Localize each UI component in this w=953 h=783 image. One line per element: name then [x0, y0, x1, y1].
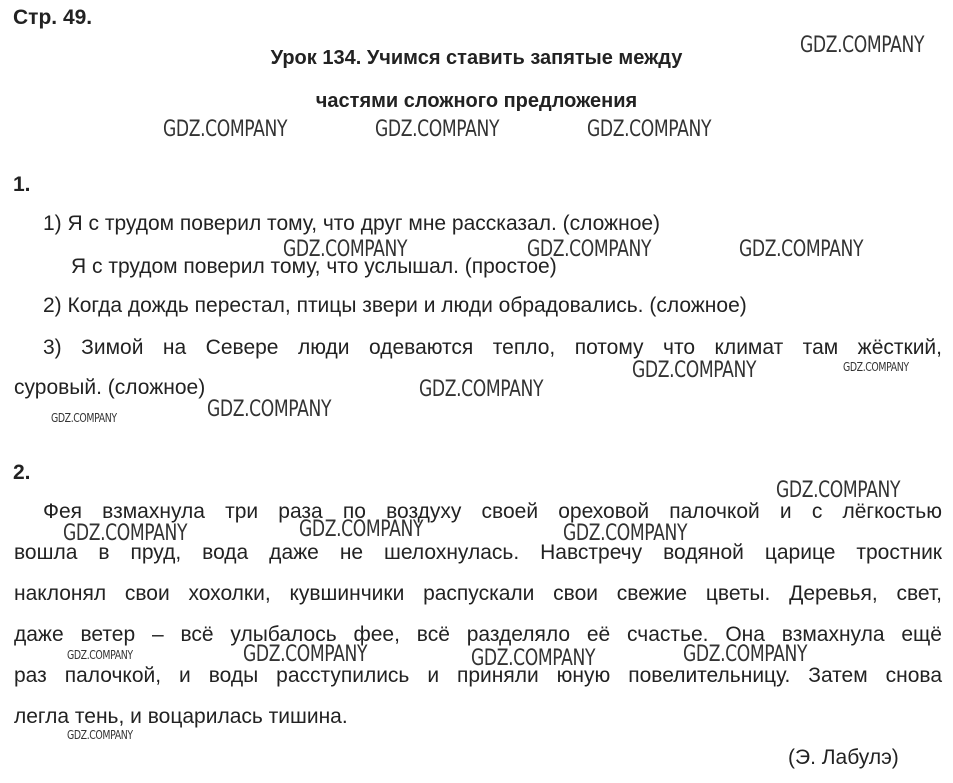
- watermark: GDZ.COMPANY: [776, 478, 901, 503]
- watermark: GDZ.COMPANY: [163, 117, 288, 142]
- watermark: GDZ.COMPANY: [739, 237, 864, 262]
- lesson-title-line-1: Урок 134. Учимся ставить запятые между: [270, 47, 683, 69]
- task-2-number: 2.: [13, 461, 31, 484]
- page-number: Стр. 49.: [13, 6, 93, 29]
- watermark: GDZ.COMPANY: [67, 648, 133, 662]
- watermark: GDZ.COMPANY: [63, 521, 188, 546]
- watermark: GDZ.COMPANY: [800, 33, 925, 58]
- task-1-line-1: 1) Я с трудом поверил тому, что друг мне рассказал. (сложное): [43, 212, 661, 235]
- watermark: GDZ.COMPANY: [375, 117, 500, 142]
- watermark: GDZ.COMPANY: [587, 117, 712, 142]
- task-2-line-4: даже ветер – всё улыбалось фее, всё разделяло её счастье. Она взмахнула ещё: [14, 623, 942, 646]
- task-1-number: 1.: [13, 173, 31, 196]
- task-2-line-5: раз палочкой, и воды расступились и приняли юную повелительницу. Затем снова: [14, 664, 942, 687]
- task-2-line-2: вошла в пруд, вода даже не шелохнулась. Навстречу водяной царице тростник: [14, 541, 942, 564]
- watermark: GDZ.COMPANY: [527, 237, 652, 262]
- task-2-line-6: легла тень, и воцарилась тишина.: [14, 705, 348, 728]
- watermark: GDZ.COMPANY: [299, 517, 424, 542]
- task-2-line-3: наклонял свои хохолки, кувшинчики распускали свои свежие цветы. Деревья, свет,: [14, 582, 942, 605]
- task-1-line-3: 2) Когда дождь перестал, птицы звери и люди обрадовались. (сложное): [43, 294, 747, 317]
- lesson-title-line-2: частями сложного предложения: [315, 90, 638, 112]
- task-2-line-1: Фея взмахнула три раза по воздуху своей ореховой палочкой и с лёгкостью: [43, 500, 942, 523]
- watermark: GDZ.COMPANY: [243, 642, 368, 667]
- watermark: GDZ.COMPANY: [843, 360, 909, 374]
- watermark: GDZ.COMPANY: [471, 646, 596, 671]
- watermark: GDZ.COMPANY: [419, 377, 544, 402]
- author-attribution: (Э. Лабулэ): [788, 746, 899, 769]
- task-1-line-2: Я с трудом поверил тому, что услышал. (простое): [71, 255, 557, 278]
- task-1-line-5: суровый. (сложное): [14, 376, 206, 399]
- watermark: GDZ.COMPANY: [51, 411, 117, 425]
- watermark: GDZ.COMPANY: [683, 642, 808, 667]
- watermark: GDZ.COMPANY: [283, 237, 408, 262]
- watermark: GDZ.COMPANY: [67, 728, 133, 742]
- watermark: GDZ.COMPANY: [563, 521, 688, 546]
- watermark: GDZ.COMPANY: [207, 397, 332, 422]
- task-1-line-4: 3) Зимой на Севере люди одеваются тепло, потому что климат там жёсткий,: [43, 336, 942, 359]
- watermark: GDZ.COMPANY: [632, 358, 757, 383]
